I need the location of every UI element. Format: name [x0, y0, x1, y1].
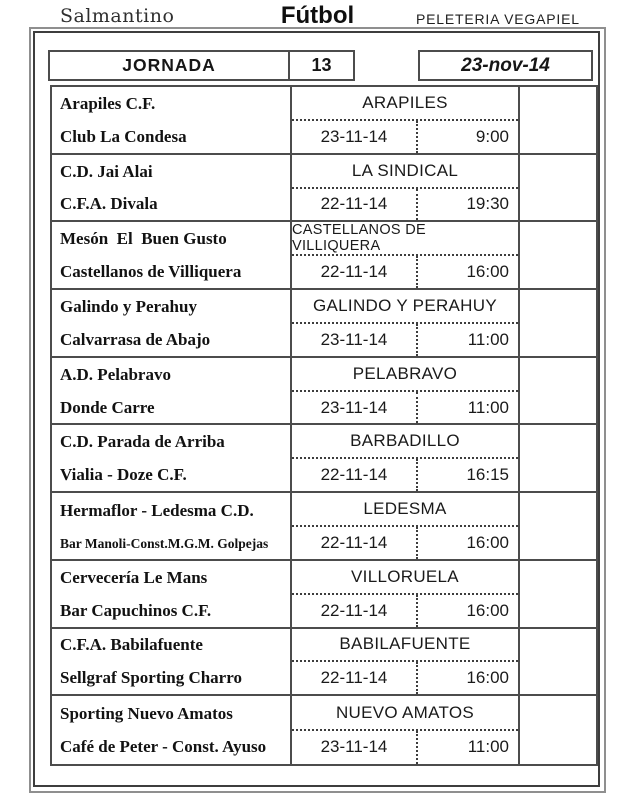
- jornada-header: [48, 50, 355, 81]
- schedule-cell: [292, 222, 520, 288]
- teams-cell: [52, 561, 292, 627]
- match-time: 11:00: [467, 397, 509, 417]
- datetime-row: [292, 459, 518, 491]
- teams-cell: [52, 493, 292, 559]
- match-time: 16:00: [466, 262, 509, 282]
- schedule-cell: [292, 629, 520, 695]
- home-team: Arapiles C.F.: [60, 93, 156, 113]
- home-team: Cervecería Le Mans: [60, 567, 208, 587]
- match-time: 11:00: [467, 329, 509, 349]
- match-row: [52, 87, 596, 155]
- match-date: 22-11-14: [292, 459, 418, 491]
- match-date: 22-11-14: [292, 595, 418, 627]
- home-team: C.D. Parada de Arriba: [60, 432, 225, 452]
- home-team: A.D. Pelabravo: [60, 364, 171, 384]
- venue: ARAPILES: [292, 87, 518, 121]
- match-row: [52, 222, 596, 290]
- teams-cell: [52, 425, 292, 491]
- page-title: Fútbol: [280, 2, 355, 29]
- match-row: [52, 561, 596, 629]
- notes-cell: [520, 493, 596, 559]
- teams-cell: [52, 222, 292, 288]
- datetime-row: [292, 662, 518, 694]
- schedule-cell: [292, 358, 520, 424]
- home-team: Mesón El Buen Gusto: [60, 229, 227, 249]
- schedule-cell: [292, 493, 520, 559]
- teams-cell: [52, 629, 292, 695]
- venue: GALINDO Y PERAHUY: [292, 290, 518, 324]
- match-row: [52, 696, 596, 764]
- jornada-date: 23-nov-14: [418, 50, 593, 81]
- venue: LA SINDICAL: [292, 155, 518, 189]
- venue: NUEVO AMATOS: [292, 696, 518, 731]
- datetime-row: [292, 595, 518, 627]
- match-time: 9:00: [475, 126, 509, 146]
- datetime-row: [292, 189, 518, 221]
- schedule-box: [33, 31, 600, 787]
- datetime-row: [292, 256, 518, 288]
- datetime-row: [292, 121, 518, 153]
- jornada-number: 13: [311, 55, 332, 75]
- teams-cell: [52, 358, 292, 424]
- datetime-row: [292, 324, 518, 356]
- match-time: 16:00: [466, 600, 509, 620]
- outer-frame: [29, 27, 606, 793]
- home-team: C.D. Jai Alai: [60, 161, 153, 181]
- match-time: 16:15: [466, 465, 509, 485]
- home-team: Sporting Nuevo Amatos: [60, 703, 233, 723]
- match-row: [52, 629, 596, 697]
- match-date: 23-11-14: [292, 121, 418, 153]
- match-time: 16:00: [466, 668, 509, 688]
- schedule-cell: [292, 425, 520, 491]
- match-table: [50, 85, 598, 766]
- jornada-label: JORNADA: [50, 52, 290, 79]
- away-team: Sellgraf Sporting Charro: [60, 668, 242, 688]
- teams-cell: [52, 87, 292, 153]
- match-row: [52, 155, 596, 223]
- away-team: Bar Capuchinos C.F.: [60, 600, 212, 620]
- venue: VILLORUELA: [292, 561, 518, 595]
- schedule-cell: [292, 561, 520, 627]
- schedule-cell: [292, 155, 520, 221]
- notes-cell: [520, 425, 596, 491]
- away-team: Donde Carre: [60, 397, 155, 417]
- venue: BABILAFUENTE: [292, 629, 518, 663]
- match-time: 16:00: [466, 532, 509, 552]
- schedule-cell: [292, 290, 520, 356]
- home-team: Hermaflor - Ledesma C.D.: [60, 500, 254, 520]
- teams-cell: [52, 155, 292, 221]
- datetime-row: [292, 527, 518, 559]
- home-team: C.F.A. Babilafuente: [60, 635, 203, 655]
- venue: PELABRAVO: [292, 358, 518, 392]
- match-date: 22-11-14: [292, 189, 418, 221]
- teams-cell: [52, 290, 292, 356]
- match-time: 11:00: [467, 737, 509, 757]
- away-team: Calvarrasa de Abajo: [60, 329, 211, 349]
- match-row: [52, 493, 596, 561]
- notes-cell: [520, 290, 596, 356]
- match-row: [52, 358, 596, 426]
- schedule-cell: [292, 696, 520, 764]
- away-team: Café de Peter - Const. Ayuso: [60, 737, 267, 757]
- venue: BARBADILLO: [292, 425, 518, 459]
- notes-cell: [520, 561, 596, 627]
- notes-cell: [520, 629, 596, 695]
- away-team: Vialia - Doze C.F.: [60, 465, 187, 485]
- match-date: 23-11-14: [292, 324, 418, 356]
- publication-logo: Salmantino: [60, 5, 175, 27]
- away-team: Bar Manoli-Const.M.G.M. Golpejas: [60, 535, 269, 551]
- schedule-cell: [292, 87, 520, 153]
- sponsor-name: PELETERIA VEGAPIEL: [416, 11, 580, 27]
- match-row: [52, 290, 596, 358]
- match-row: [52, 425, 596, 493]
- match-date: 22-11-14: [292, 527, 418, 559]
- notes-cell: [520, 358, 596, 424]
- away-team: C.F.A. Divala: [60, 194, 158, 214]
- venue: CASTELLANOS DE VILLIQUERA: [292, 222, 518, 256]
- away-team: Club La Condesa: [60, 126, 187, 146]
- notes-cell: [520, 222, 596, 288]
- teams-cell: [52, 696, 292, 764]
- notes-cell: [520, 696, 596, 764]
- datetime-row: [292, 731, 518, 764]
- away-team: Castellanos de Villiquera: [60, 262, 242, 282]
- notes-cell: [520, 87, 596, 153]
- datetime-row: [292, 392, 518, 424]
- match-date: 22-11-14: [292, 662, 418, 694]
- match-date: 23-11-14: [292, 392, 418, 424]
- notes-cell: [520, 155, 596, 221]
- venue: LEDESMA: [292, 493, 518, 527]
- home-team: Galindo y Perahuy: [60, 296, 197, 316]
- match-date: 23-11-14: [292, 731, 418, 764]
- match-time: 19:30: [466, 194, 509, 214]
- match-date: 22-11-14: [292, 256, 418, 288]
